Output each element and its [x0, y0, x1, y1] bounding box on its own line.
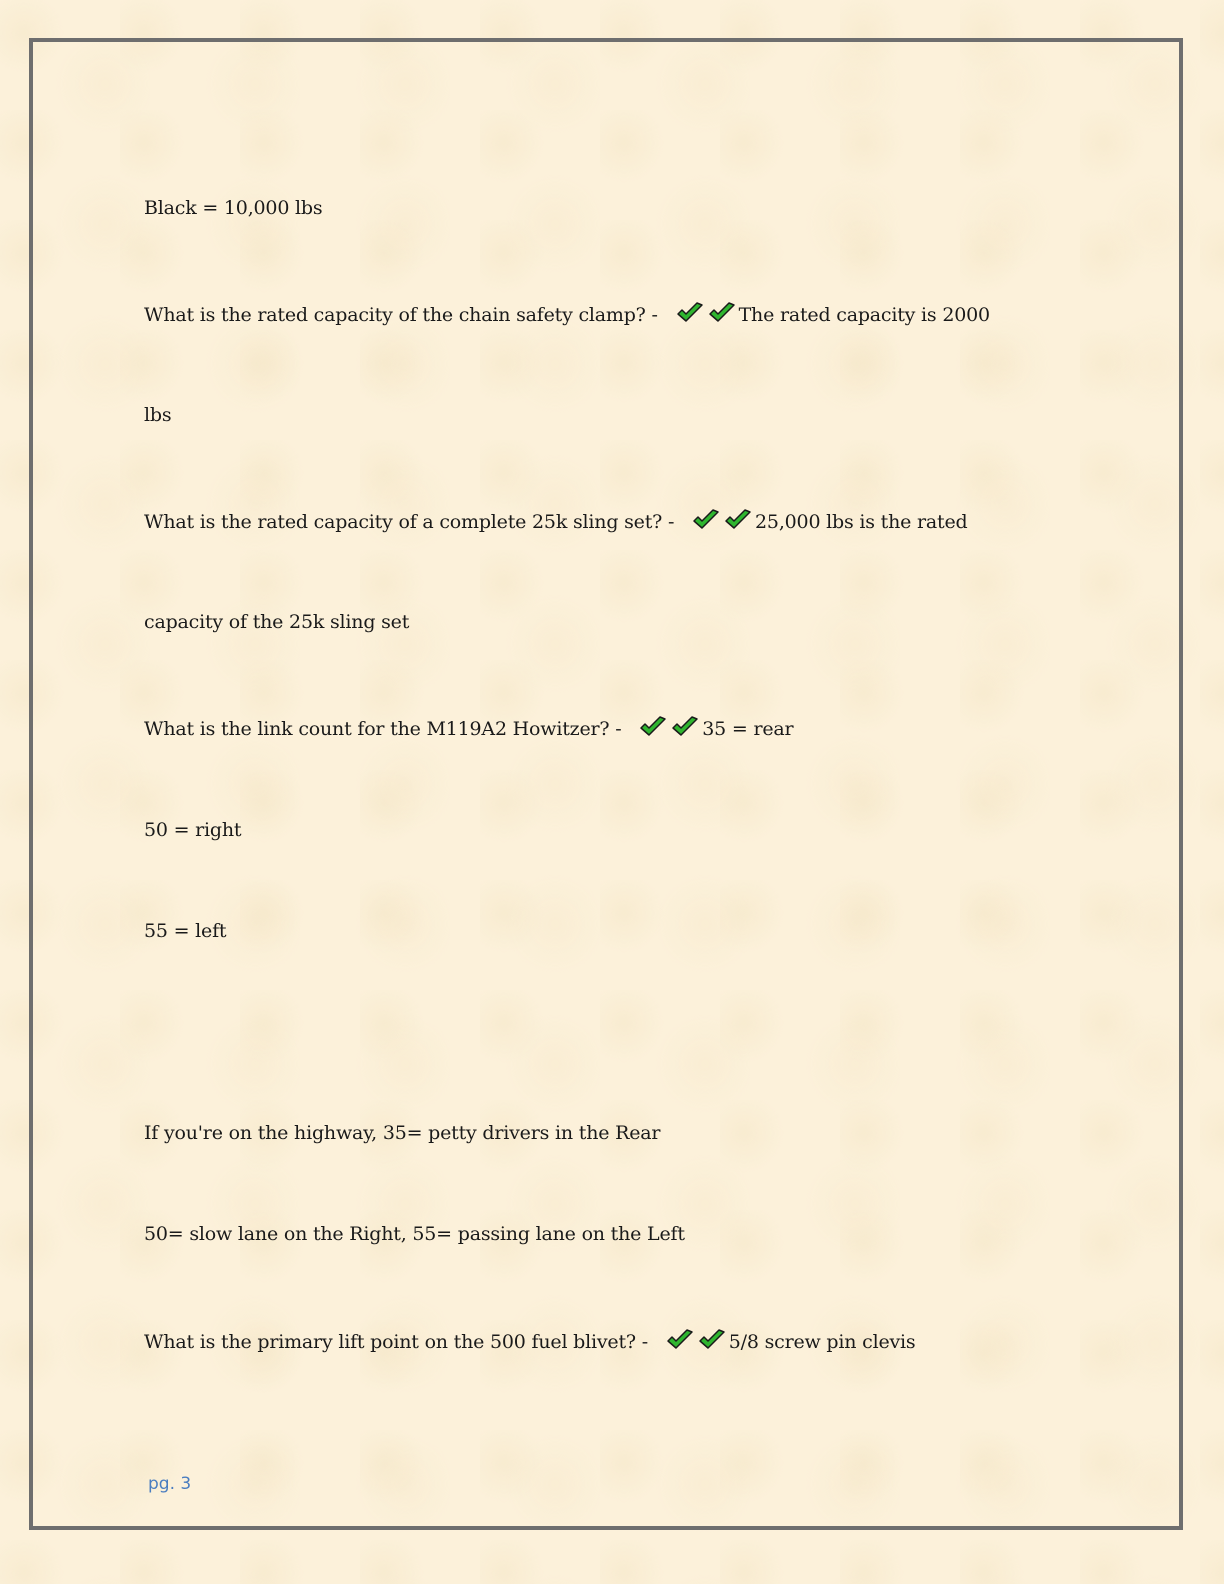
- answer-continuation: capacity of the 25k sling set: [144, 611, 410, 633]
- question-fuel-blivet: [144, 1329, 915, 1354]
- page-border: [29, 38, 1183, 1530]
- checkmark-icon: [708, 302, 736, 324]
- answer-text: The rated capacity is 2000: [738, 304, 990, 326]
- question-text: What is the primary lift point on the 500 fuel blivet? -: [144, 1331, 648, 1353]
- answer-line-left: 55 = left: [144, 920, 227, 942]
- checkmark-icon: [692, 509, 720, 531]
- question-link-count: [144, 716, 793, 741]
- answer-text: 25,000 lbs is the rated: [755, 511, 968, 533]
- question-text: What is the rated capacity of a complete 25k sling set? -: [144, 511, 675, 533]
- answer-text: 35 = rear: [702, 718, 794, 740]
- answer-text: 5/8 screw pin clevis: [728, 1331, 916, 1353]
- text-line-black: Black = 10,000 lbs: [144, 197, 323, 219]
- checkmark-icon: [676, 302, 704, 324]
- checkmark-icon: [666, 1329, 694, 1351]
- question-chain-clamp: [144, 302, 990, 327]
- checkmark-icon: [639, 716, 667, 738]
- page-number: pg. 3: [148, 1474, 192, 1494]
- checkmark-icon: [724, 509, 752, 531]
- mnemonic-line-2: 50= slow lane on the Right, 55= passing lane on the Left: [144, 1223, 685, 1245]
- question-text: What is the link count for the M119A2 Howitzer? -: [144, 718, 622, 740]
- question-sling-set: [144, 509, 967, 534]
- answer-continuation: lbs: [144, 404, 172, 426]
- answer-line-right: 50 = right: [144, 819, 242, 841]
- checkmark-icon: [698, 1329, 726, 1351]
- mnemonic-line-1: If you're on the highway, 35= petty drivers in the Rear: [144, 1122, 661, 1144]
- question-text: What is the rated capacity of the chain safety clamp? -: [144, 304, 658, 326]
- checkmark-icon: [671, 716, 699, 738]
